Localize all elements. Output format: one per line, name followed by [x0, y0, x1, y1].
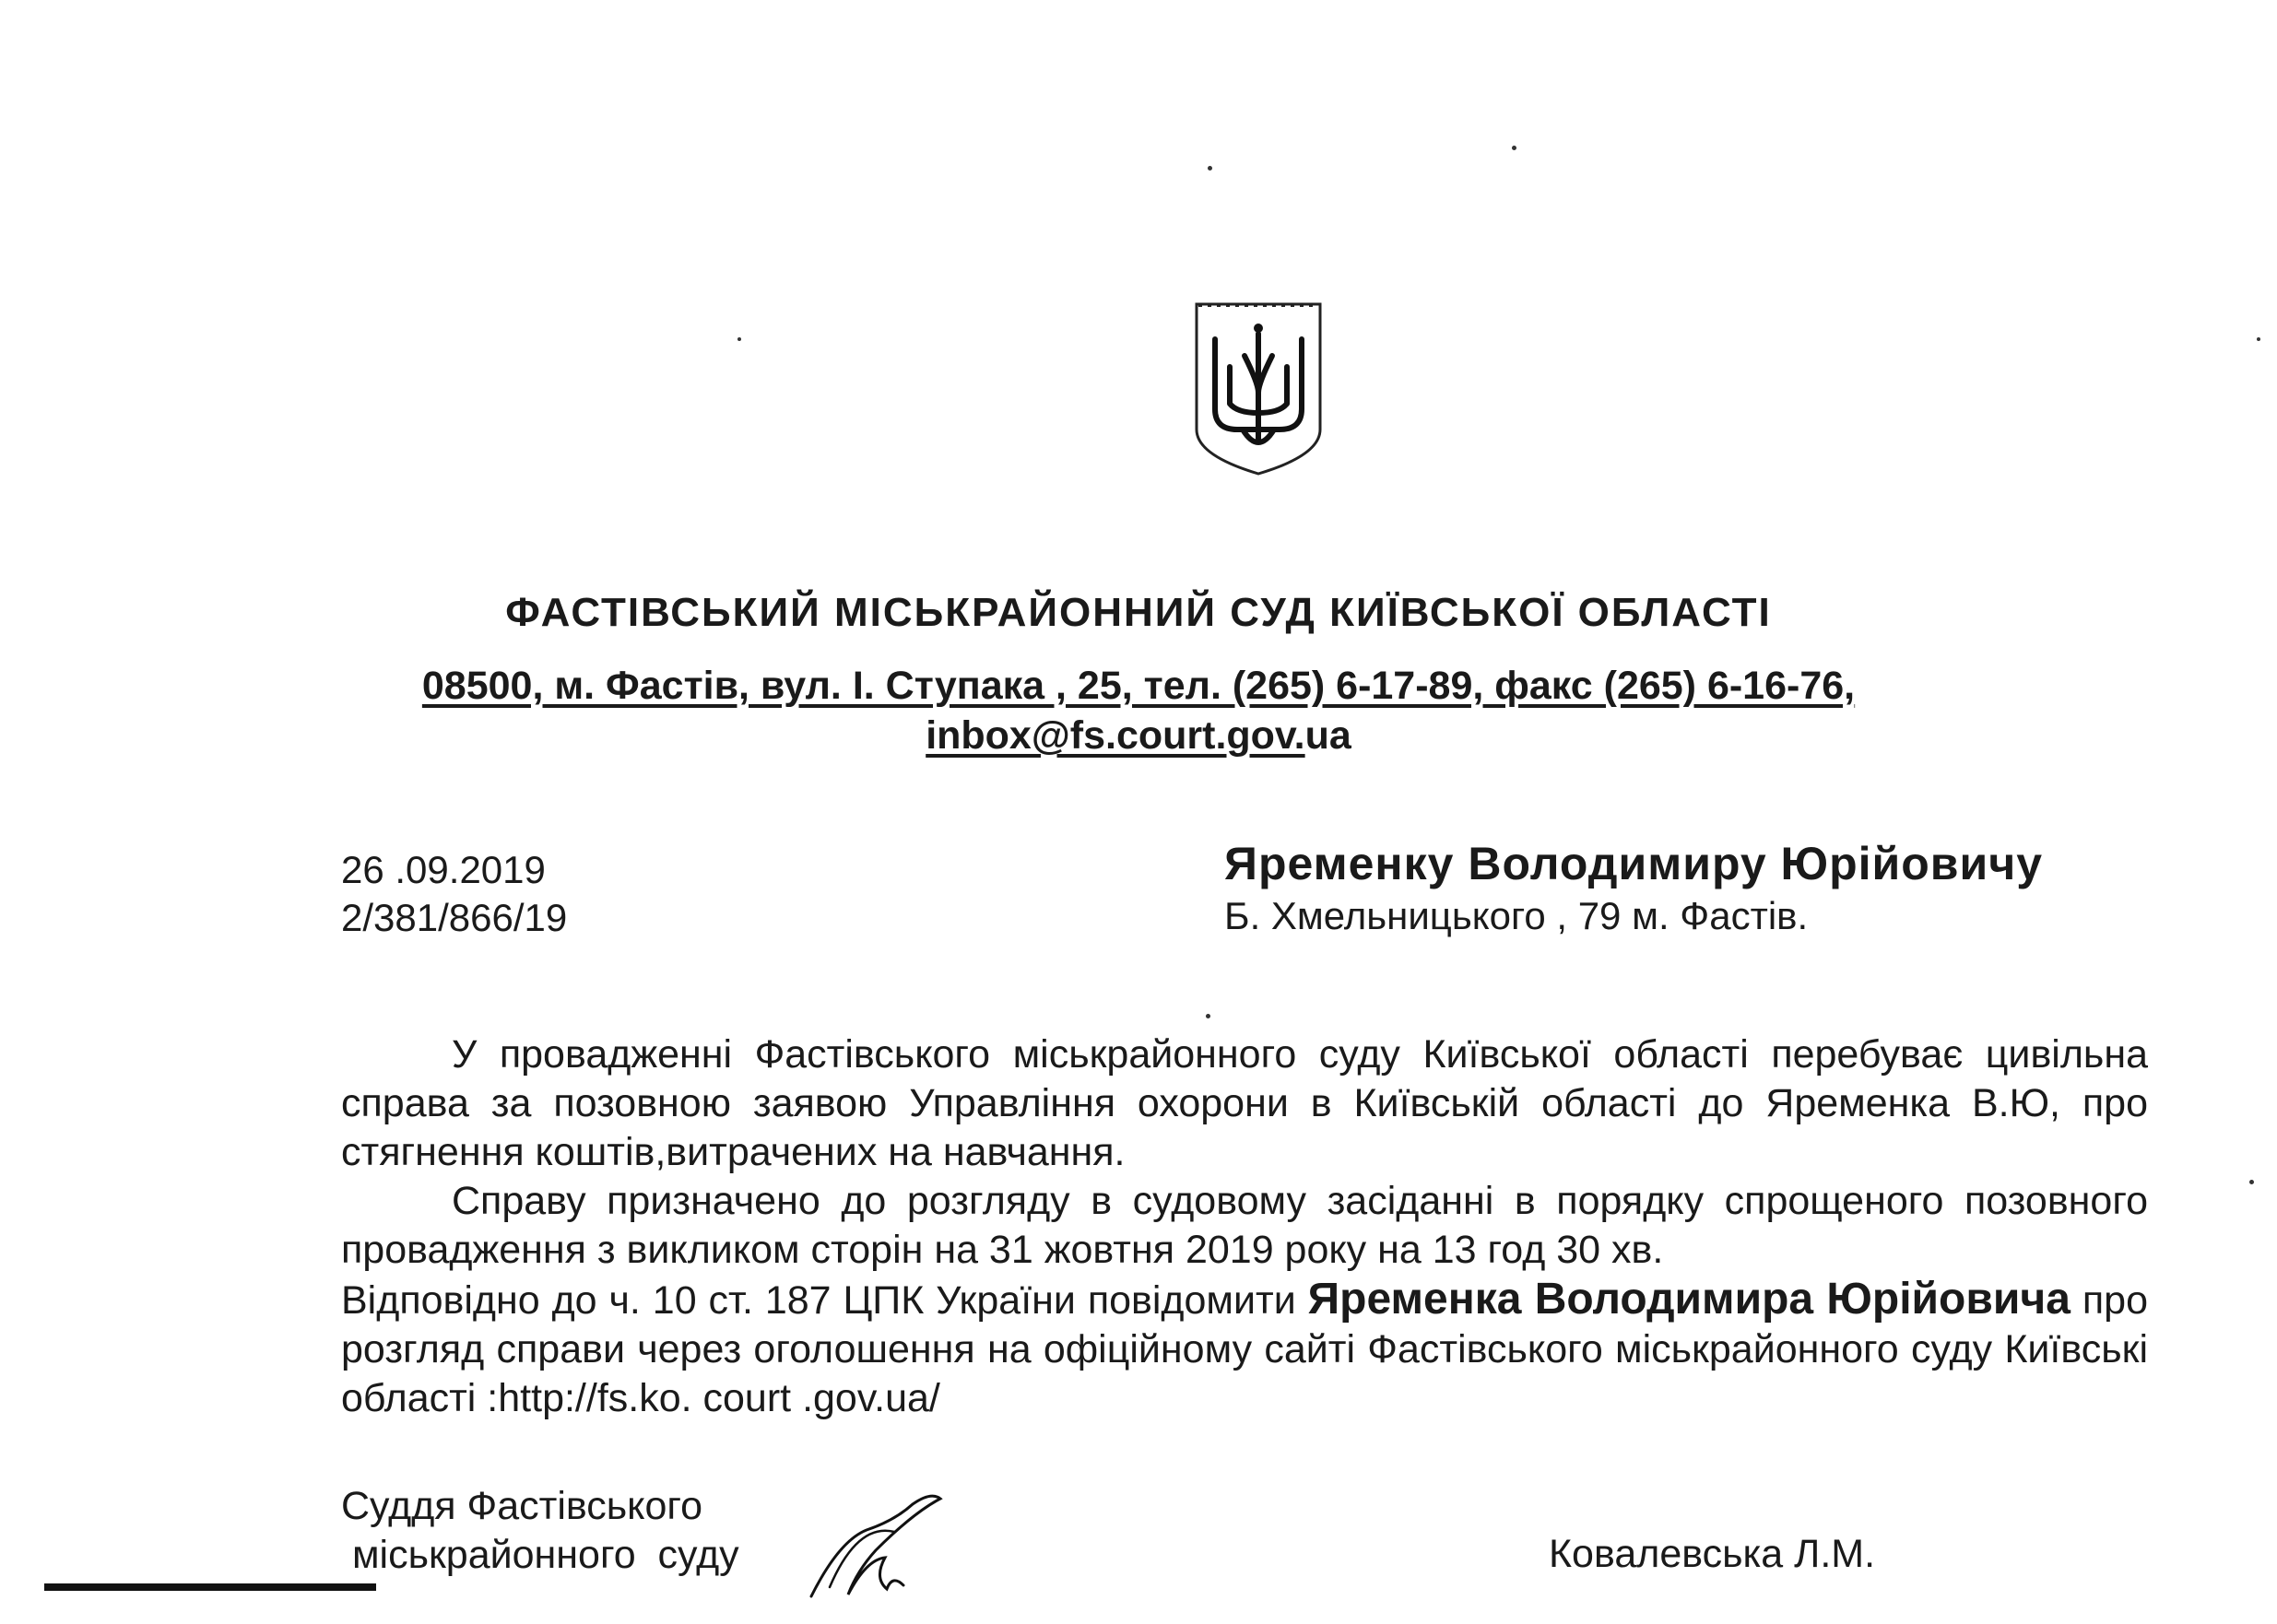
- court-email: [0, 713, 2277, 759]
- body-p3-start: Відповідно до ч. 10 ст. 187 ЦПК України повідомити: [341, 1278, 1308, 1323]
- document-date: 26 .09.2019: [341, 848, 546, 891]
- court-email-link[interactable]: inbox@fs.court.gov.: [926, 713, 1305, 758]
- recipient-name: Яременку Володимиру Юрійовичу: [1224, 838, 2044, 889]
- scan-artifact-bar: [44, 1583, 376, 1591]
- coat-of-arms-icon: [1189, 300, 1327, 482]
- scan-speck: [2257, 337, 2260, 341]
- signatory-title-line-1: Суддя Фастівського: [341, 1484, 703, 1528]
- document-reference: 2/381/866/19: [341, 896, 568, 939]
- body-paragraph-2: Справу призначено до розгляду в судовому засіданні в порядку спрощеного позовного провадження з викликом сторін на 31 жовтня 2019 року на 13 год 30 хв.: [341, 1179, 2148, 1272]
- court-address: [0, 664, 2277, 709]
- signatory-title-line-2: міськрайонного суду: [341, 1533, 739, 1577]
- court-address-text: 08500, м. Фастів, вул. І. Ступака , 25, тел. (265) 6-17-89, факс (265) 6-16-76,: [421, 664, 1856, 708]
- scan-speck: [1512, 146, 1516, 150]
- scan-speck: [2249, 1180, 2254, 1184]
- handwritten-signature: [802, 1486, 950, 1610]
- signatory-title: [341, 1482, 739, 1580]
- body-paragraph-3: [341, 1275, 2148, 1423]
- judge-name: Ковалевська Л.М.: [1549, 1532, 1876, 1576]
- scan-speck: [1206, 1014, 1210, 1018]
- court-email-tail: ua: [1304, 713, 1351, 758]
- body-p3-end: про розгляд справи через оголошення на офіційному сайті Фастівського міськрайонного суду Київські області :http://fs.ko. court .gov.ua/: [341, 1278, 2149, 1420]
- body-p3-bold-name: Яременка Володимира Юрійовича: [1307, 1275, 2071, 1324]
- scan-speck: [737, 337, 741, 341]
- body-paragraph-1: У провадженні Фастівського міськрайонного суду Київської області перебуває цивільна справа за позовною заявою Управління охорони в Київській області до Яременка В.Ю, про стягнення коштів,витрачених на навчання.: [341, 1032, 2148, 1174]
- scan-speck: [1208, 166, 1212, 171]
- letter-body: [341, 1030, 2148, 1423]
- recipient-address: Б. Хмельницького , 79 м. Фастів.: [1224, 894, 1809, 937]
- court-name: ФАСТІВСЬКИЙ МІСЬКРАЙОННИЙ СУД КИЇВСЬКОЇ ОБЛАСТІ: [505, 590, 1772, 635]
